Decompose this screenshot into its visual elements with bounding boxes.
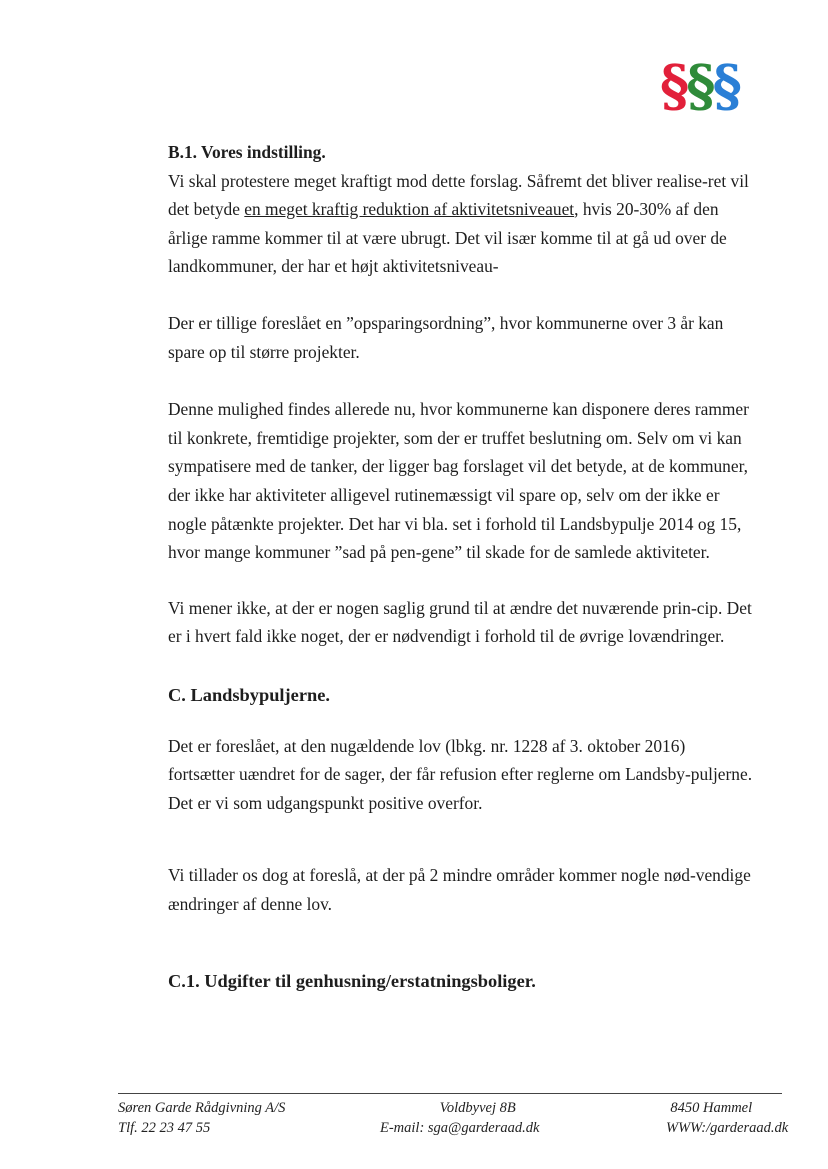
- section-sign-logo: [660, 53, 739, 119]
- city: 8450 Hammel: [670, 1100, 753, 1116]
- underlined-phrase: en meget kraftig reduktion af aktivitetsniveauet: [244, 199, 575, 220]
- paragraph-forslag: Vi tillader os dog at foreslå, at der på 2 mindre områder kommer nogle nød-vendige ændringer af denne lov.: [168, 865, 751, 914]
- paragraph-text: , hvis 20-30% af den årlige ramme kommer til at være ubrugt. Det vil især komme til at gå ud over de landkommuner, der har et højt aktivitetsniveau-: [168, 199, 727, 277]
- logo-glyph-blue: §: [712, 53, 739, 119]
- footer-company: [118, 1098, 285, 1138]
- footer-divider: [118, 1093, 782, 1094]
- heading-c: C. Landsbypuljerne.: [168, 684, 330, 705]
- paragraph-mulighed: Denne mulighed findes allerede nu, hvor kommunerne kan disponere deres rammer til konkrete, fremtidige projekter, som der er truffet beslutning om. Selv om vi kan sympatisere med de tanker, der ligger bag forslaget vil det betyde, at de kommuner, der ikke har aktiviteter alligevel rutinemæssigt vil spare op, selv om der ikke er nogle påtænkte projekter. Det har vi bla. set i forhold til Landsbypulje 2014 og 15, hvor mange kommuner ”sad på pen-gene” til skade for de samlede aktiviteter.: [168, 399, 749, 563]
- website[interactable]: WWW:/garderaad.dk: [666, 1120, 789, 1136]
- document-body: [168, 138, 753, 996]
- paragraph-princip: Vi mener ikke, at der er nogen saglig grund til at ændre det nuværende prin-cip. Det er i hvert fald ikke noget, der er nødvendigt i forhold til de øvrige lovændringer.: [168, 597, 752, 647]
- company-name: Søren Garde Rådgivning A/S: [118, 1100, 286, 1116]
- heading-b1: B.1. Vores indstilling.: [168, 142, 326, 162]
- logo-glyph-red: §: [660, 53, 687, 119]
- paragraph-text: Vi skal protestere meget kraftigt mod dette forslag. Såfremt det bliver realise-ret vil det betyde: [168, 170, 749, 220]
- footer-address: [380, 1098, 539, 1138]
- paragraph-opsparing: Der er tillige foreslået en ”opsparingsordning”, hvor kommunerne over 3 år kan spare op til større projekter.: [168, 312, 724, 362]
- paragraph-nugaeldende-lov: Det er foreslået, at den nugældende lov (lbkg. nr. 1228 af 3. oktober 2016) fortsætter uændret for de sager, der får refusion efter reglerne om Landsby-puljerne. Det er vi som udgangspunkt positive overfor.: [168, 735, 753, 813]
- footer-city: [666, 1098, 788, 1138]
- logo-glyph-green: §: [686, 53, 713, 119]
- email[interactable]: E-mail: sga@garderaad.dk: [380, 1120, 540, 1136]
- heading-c1: C.1. Udgifter til genhusning/erstatningsboliger.: [168, 971, 536, 992]
- street-address: Voldbyvej 8B: [439, 1100, 516, 1116]
- paragraph-protest: [168, 167, 753, 281]
- company-phone: Tlf. 22 23 47 55: [118, 1120, 211, 1136]
